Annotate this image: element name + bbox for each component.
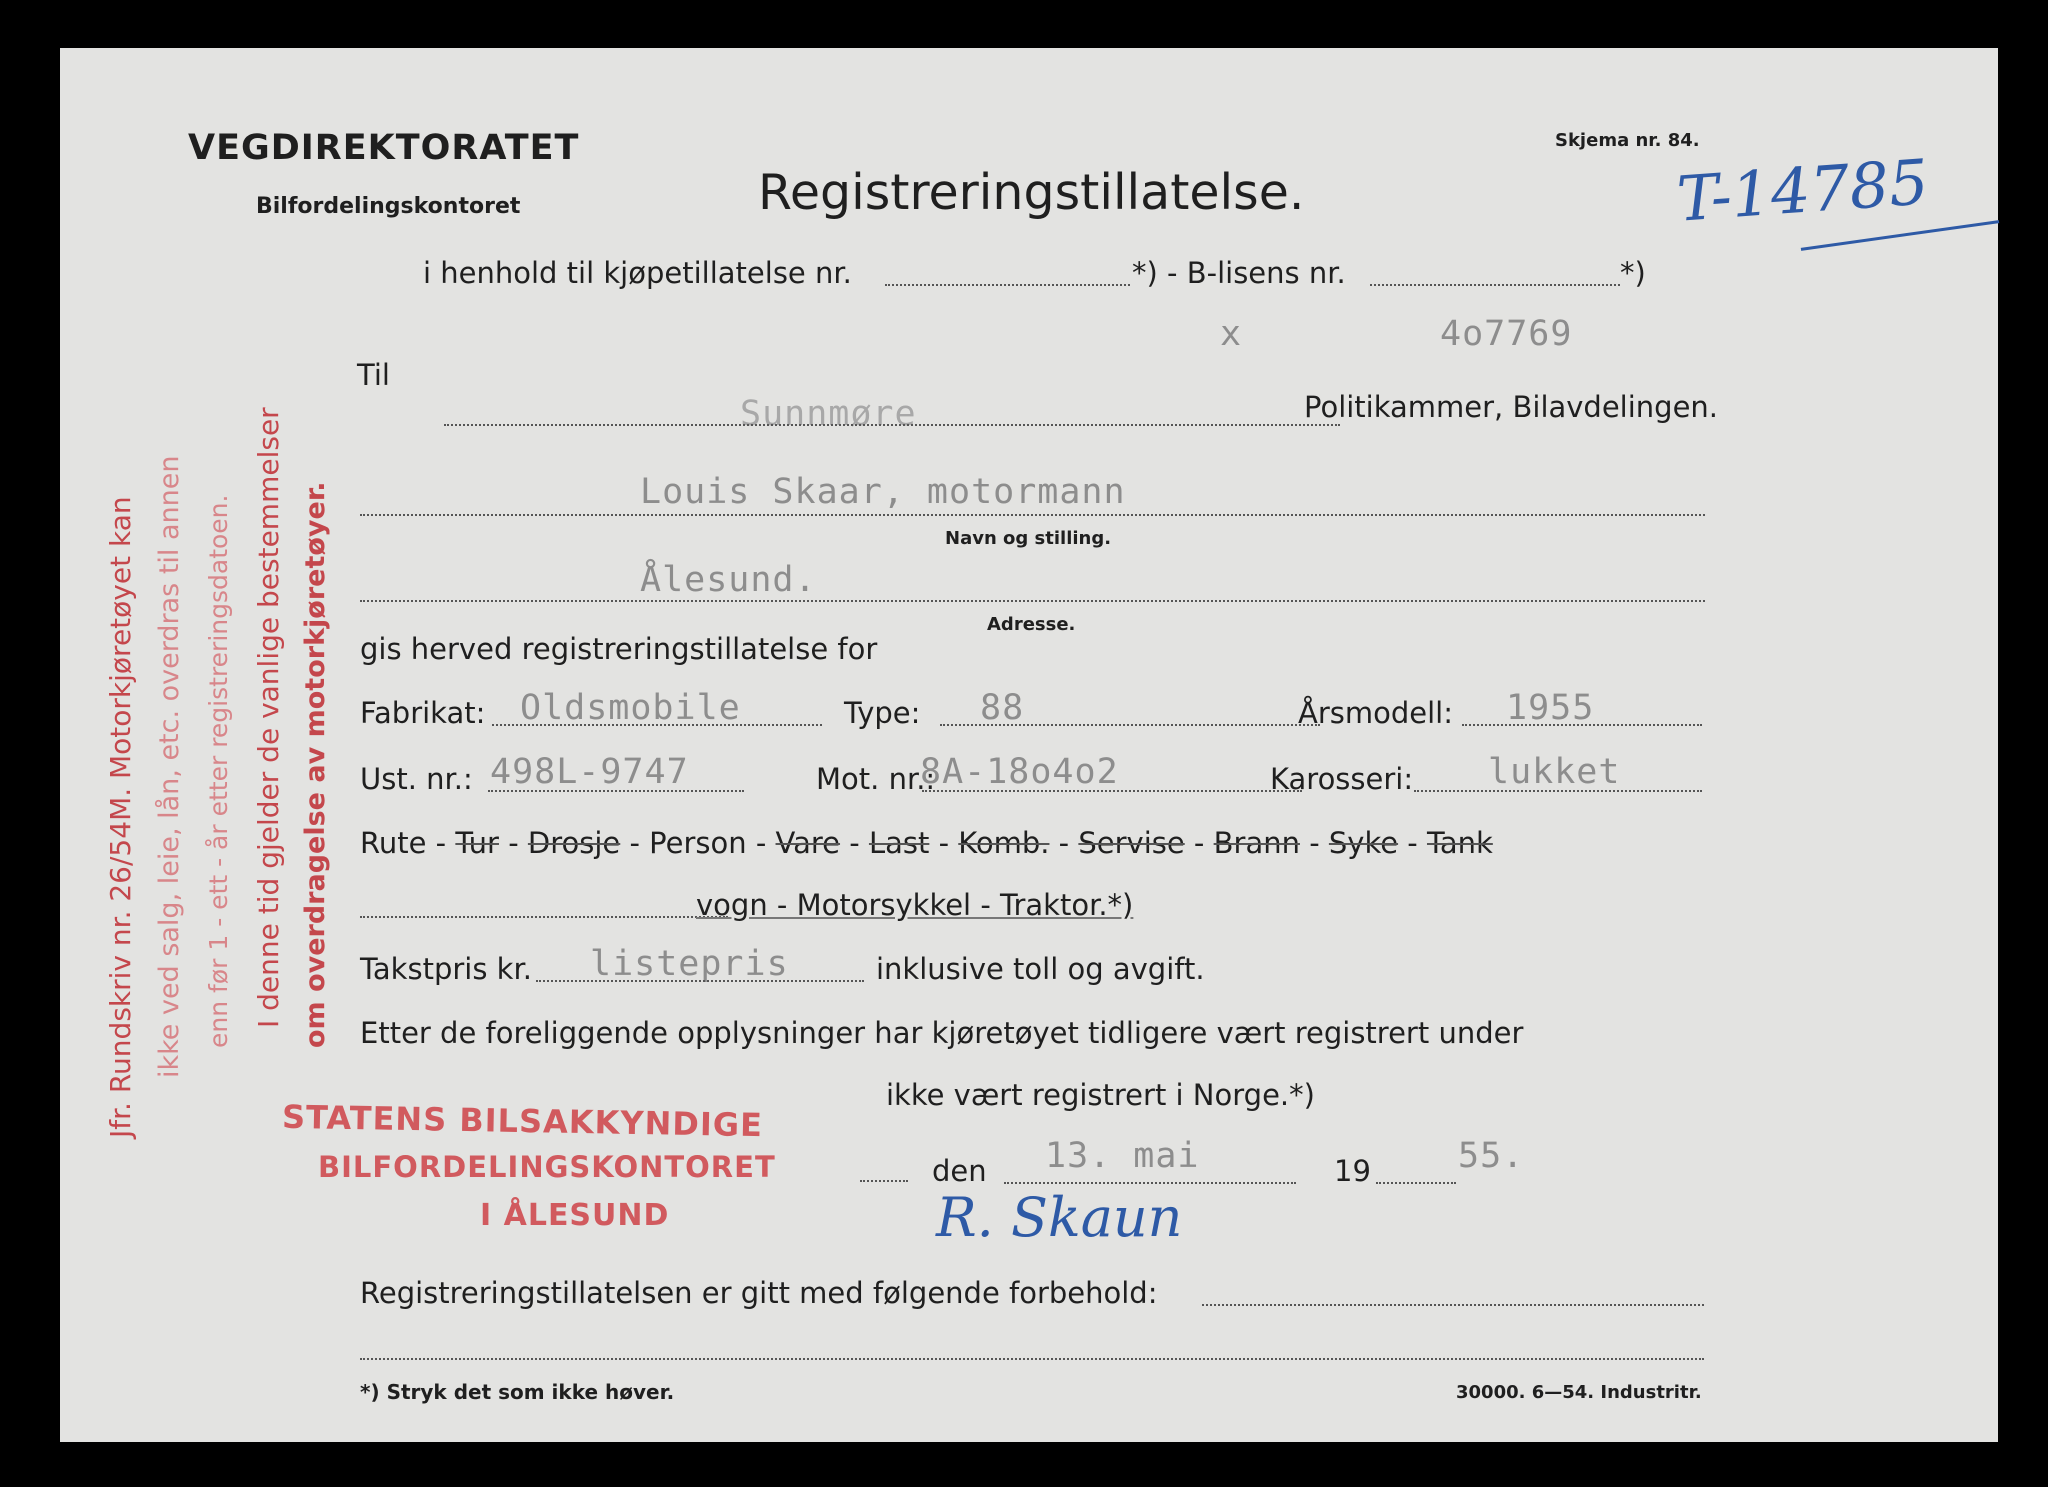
form-title: Registreringstillatelse. <box>758 164 1305 221</box>
name-field <box>360 514 1705 516</box>
category-vare: Vare <box>775 826 841 860</box>
date-den: den <box>932 1154 987 1188</box>
typed-address: Ålesund. <box>640 560 817 600</box>
category-syke: Syke <box>1328 826 1399 860</box>
purchase-permit-label: i henhold til kjøpetillatelse nr. <box>423 256 852 290</box>
stamp-line3: I ÅLESUND <box>480 1198 670 1233</box>
category-drosje: Drosje <box>527 826 621 860</box>
arsmodell-label: Årsmodell: <box>1298 696 1453 730</box>
document-paper <box>60 48 1998 1442</box>
ust-field <box>488 790 744 792</box>
b-license-field <box>1370 284 1620 286</box>
category-person: Person <box>649 826 747 860</box>
org-name: VEGDIREKTORATET <box>188 128 580 168</box>
takst-label: Takstpris kr. <box>360 952 532 986</box>
arsmodell-value: 1955 <box>1506 688 1595 728</box>
b-license-label: *) - B-lisens nr. <box>1132 256 1346 290</box>
stamp-line2: BILFORDELINGSKONTORET <box>318 1150 776 1184</box>
signature: R. Skaun <box>936 1186 1183 1249</box>
address-caption: Adresse. <box>987 614 1076 635</box>
typed-x-mark: x <box>1220 314 1243 354</box>
district-field <box>444 424 1340 426</box>
mot-value: 8A-18o4o2 <box>920 752 1119 792</box>
vogn-field <box>360 916 728 918</box>
category-tank: Tank <box>1426 826 1493 860</box>
side-text-col1: Jfr. Rundskriv nr. 26/54M. Motorkjøretøyet kan <box>104 496 137 1138</box>
date-century: 19 <box>1334 1154 1371 1188</box>
office-name: Bilfordelingskontoret <box>256 194 521 219</box>
vehicle-categories-line2: vogn - Motorsykkel - Traktor.*) <box>696 888 1134 922</box>
date-day-field <box>1004 1182 1296 1184</box>
category-servise: Servise <box>1078 826 1185 860</box>
takst-field <box>536 980 864 982</box>
fabrikat-value: Oldsmobile <box>520 688 741 728</box>
mot-field <box>922 790 1302 792</box>
mot-label: Mot. nr.: <box>816 762 936 796</box>
fabrikat-label: Fabrikat: <box>360 696 486 730</box>
grant-line: gis herved registreringstillatelse for <box>360 632 878 666</box>
stamp-line1: STATENS BILSAKKYNDIGE <box>281 1097 764 1145</box>
arsmodell-field <box>1462 724 1702 726</box>
purchase-permit-field <box>885 284 1130 286</box>
stamp-date-field <box>860 1180 908 1182</box>
ust-label: Ust. nr.: <box>360 762 473 796</box>
category-rute: Rute <box>360 826 427 860</box>
side-text-col4: I denne tid gjelder de vanlige bestemmelser <box>252 407 285 1028</box>
footnote: *) Stryk det som ikke høver. <box>360 1380 675 1404</box>
side-text-col3: enn før 1 - ett - år etter registreringsdatoen. <box>204 494 233 1048</box>
reservation-field-2 <box>360 1358 1704 1360</box>
footnote-mark: *) <box>1620 256 1646 290</box>
form-number: Skjema nr. 84. <box>1555 130 1700 151</box>
name-caption: Navn og stilling. <box>945 528 1112 549</box>
side-text-col5: om overdragelse av motorkjøretøyer. <box>300 481 331 1048</box>
reservation-label: Registreringstillatelsen er gitt med følgende forbehold: <box>360 1276 1158 1310</box>
vehicle-categories: Rute - Tur - Drosje - Person - Vare - Last - Komb. - Servise - Brann - Syke - Tank <box>360 826 1493 860</box>
fabrikat-field <box>492 724 822 726</box>
type-field <box>940 724 1320 726</box>
ust-value: 498L-9747 <box>490 752 689 792</box>
category-brann: Brann <box>1213 826 1300 860</box>
karosseri-field <box>1414 790 1702 792</box>
takst-suffix: inklusive toll og avgift. <box>876 952 1205 986</box>
police-office-label: Politikammer, Bilavdelingen. <box>1304 390 1719 424</box>
type-value: 88 <box>980 688 1025 728</box>
side-text-col2: ikke ved salg, leie, lån, etc. overdras til annen <box>154 455 185 1078</box>
type-label: Type: <box>844 696 921 730</box>
date-year-field <box>1376 1182 1456 1184</box>
karosseri-value: lukket <box>1488 752 1621 792</box>
category-komb: Komb. <box>958 826 1050 860</box>
prior-registration-line1: Etter de foreliggende opplysninger har kjøretøyet tidligere vært registrert under <box>360 1016 1524 1050</box>
karosseri-label: Karosseri: <box>1270 762 1414 796</box>
reservation-field-1 <box>1202 1304 1704 1306</box>
prior-registration-line2: ikke vært registrert i Norge.*) <box>886 1078 1315 1112</box>
print-code: 30000. 6—54. Industritr. <box>1456 1382 1702 1403</box>
handwritten-reference: T-14785 <box>1674 145 1931 236</box>
typed-license-number: 4o7769 <box>1440 314 1573 354</box>
date-year: 55. <box>1458 1136 1525 1176</box>
address-field <box>360 600 1705 602</box>
typed-district: Sunnmøre <box>740 394 917 434</box>
date-day: 13. mai <box>1045 1136 1200 1176</box>
takst-value: listepris <box>590 944 789 984</box>
category-last: Last <box>868 826 930 860</box>
category-tur: Tur <box>455 826 499 860</box>
til-label: Til <box>357 358 390 392</box>
typed-name: Louis Skaar, motormann <box>640 472 1126 512</box>
